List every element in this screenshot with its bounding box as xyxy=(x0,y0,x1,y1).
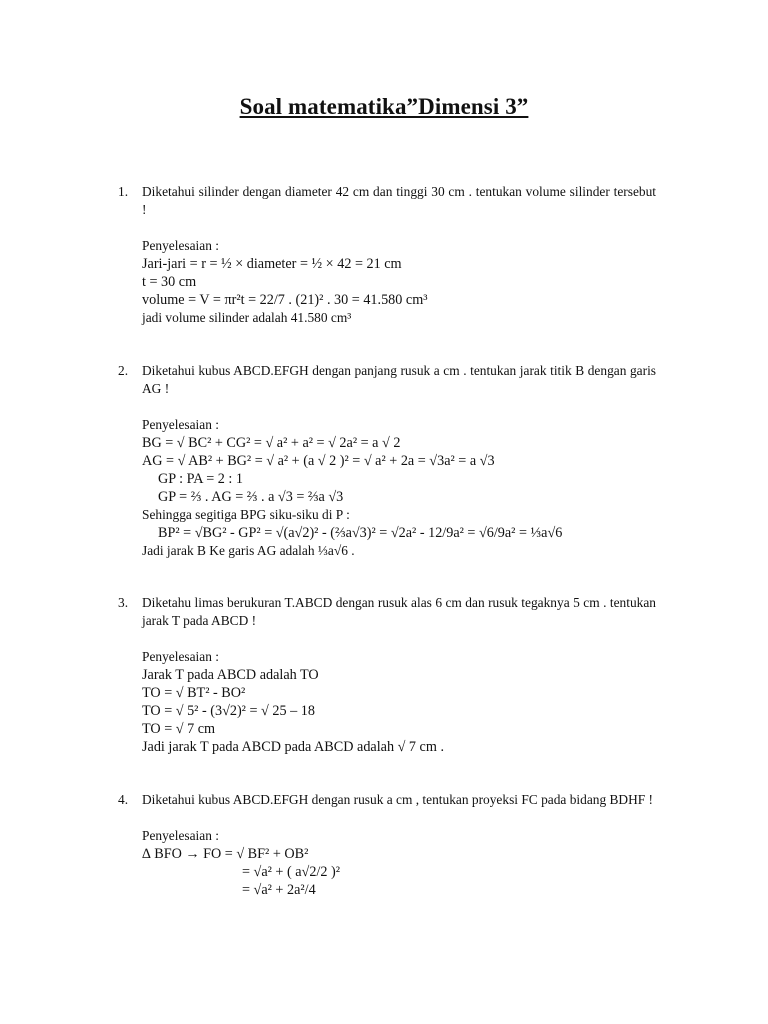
solution-line: GP : PA = 2 : 1 xyxy=(158,471,244,487)
problem-question: Diketahui kubus ABCD.EFGH dengan panjang rusuk a cm . tentukan jarak titik B dengan garis AG ! xyxy=(142,363,656,396)
solution-line: AG = √ AB² + BG² = √ a² + (a √ 2 )² = √ a² + 2a = √3a² = a √3 xyxy=(142,453,495,469)
problem-number: 2. xyxy=(118,363,129,378)
problem-number: 1. xyxy=(118,184,129,199)
problem-2 xyxy=(118,362,656,560)
solution-line: GP = ⅔ . AG = ⅔ . a √3 = ⅔a √3 xyxy=(158,489,344,505)
solution-label: Penyelesaian : xyxy=(142,649,219,664)
solution-line: t = 30 cm xyxy=(142,274,197,290)
problem-question: Diketahui kubus ABCD.EFGH dengan rusuk a cm , tentukan proyeksi FC pada bidang BDHF ! xyxy=(142,792,654,807)
problem-1 xyxy=(118,183,656,327)
solution-line: BP² = √BG² - GP² = √(a√2)² - (⅔a√3)² = √2a² - 12/9a² = √6/9a² = ⅓a√6 xyxy=(158,525,563,541)
solution-line: jadi volume silinder adalah 41.580 cm³ xyxy=(142,310,352,325)
problem-question: Diketahui silinder dengan diameter 42 cm dan tinggi 30 cm . tentukan volume silinder tersebut ! xyxy=(142,184,656,217)
solution-line: Jadi jarak T pada ABCD pada ABCD adalah √ 7 cm . xyxy=(142,739,444,755)
solution-label: Penyelesaian : xyxy=(142,417,219,432)
solution-label: Penyelesaian : xyxy=(142,238,219,253)
solution-line: TO = √ BT² - BO² xyxy=(142,685,246,701)
solution-label: Penyelesaian : xyxy=(142,828,219,843)
problem-question: Diketahu limas berukuran T.ABCD dengan rusuk alas 6 cm dan rusuk tegaknya 5 cm . tentukan jarak T pada ABCD ! xyxy=(142,595,656,628)
problem-number: 3. xyxy=(118,595,129,610)
solution-line: Jari-jari = r = ½ × diameter = ½ × 42 = 21 cm xyxy=(142,256,402,272)
problem-4 xyxy=(118,791,656,899)
solution-line: volume = V = πr²t = 22/7 . (21)² . 30 = 41.580 cm³ xyxy=(142,292,428,308)
solution-line: BG = √ BC² + CG² = √ a² + a² = √ 2a² = a √ 2 xyxy=(142,435,401,451)
document-title: Soal matematika”Dimensi 3” xyxy=(239,94,529,119)
solution-line: ∆ BFO → FO = √ BF² + OB² xyxy=(142,846,309,862)
solution-line: Jadi jarak B Ke garis AG adalah ⅓a√6 . xyxy=(142,543,355,558)
solution-line: Jarak T pada ABCD adalah TO xyxy=(142,667,319,683)
solution-line: = √a² + ( a√2/2 )² xyxy=(242,864,340,880)
problem-3 xyxy=(118,594,656,756)
solution-line: TO = √ 5² - (3√2)² = √ 25 – 18 xyxy=(142,703,315,719)
solution-line: = √a² + 2a²/4 xyxy=(242,882,316,898)
solution-line: TO = √ 7 cm xyxy=(142,721,216,737)
problem-number: 4. xyxy=(118,792,129,807)
solution-line: Sehingga segitiga BPG siku-siku di P : xyxy=(142,507,350,522)
